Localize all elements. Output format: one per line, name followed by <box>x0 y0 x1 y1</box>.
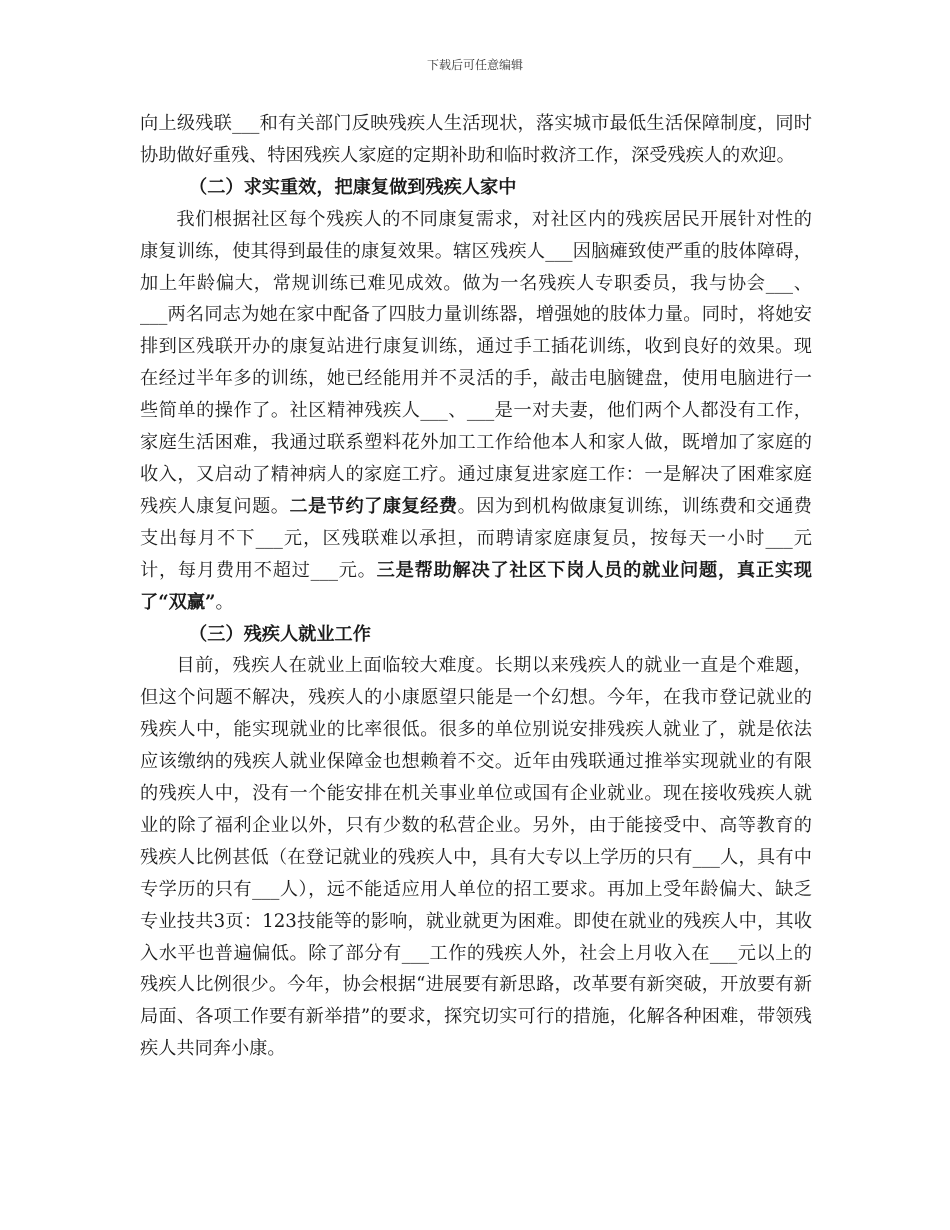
paragraph-employment: 目前，残疾人在就业上面临较大难度。长期以来残疾人的就业一直是个难题，但这个问题不解决，残疾人的小康愿望只能是一个幻想。今年，在我市登记就业的残疾人中，能实现就业的比率很低。很多的单位别说安排残疾人就业了，就是依法应该缴纳的残疾人就业保障金也想赖着不交。近年由残联通过推举实现就业的有限的残疾人中，没有一个能安排在机关事业单位或国有企业就业。现在接收残疾人就业的除了福利企业以外，只有少数的私营企业。另外，由于能接受中、高等教育的残疾人比例甚低（在登记就业的残疾人中，具有大专以上学历的只有___人，具有中专学历的只有___人），远不能适应用人单位的招工要求。再加上受年龄偏大、缺乏专业技共3页：123技能等的影响，就业就更为困难。即使在就业的残疾人中，其收入水平也普遍偏低。除了部分有___工作的残疾人外，社会上月收入在___元以上的残疾人比例很少。今年，协会根据“进展要有新思路，改革要有新突破，开放要有新局面、各项工作要有新举措”的要求，探究切实可行的措施，化解各种困难，带领残疾人共同奔小康。 <box>140 655 812 1060</box>
rehab-text-bold-1: 二是节约了康复经费 <box>289 495 458 517</box>
paragraph-intro: 向上级残联___和有关部门反映残疾人生活现状，落实城市最低生活保障制度，同时协助做好重残、特困残疾人家庭的定期补助和临时救济工作，深受残疾人的欢迎。 <box>140 113 812 166</box>
section-heading-3: （三）残疾人就业工作 <box>189 623 371 645</box>
rehab-text-e: 。 <box>215 591 234 613</box>
page-header: 下载后可任意编辑 <box>426 58 523 72</box>
rehab-text-a: 我们根据社区每个残疾人的不同康复需求，对社区内的残疾居民开展针对性的康复训练，使其得到最佳的康复效果。辖区残疾人___因脑瘫致使严重的肢体障碍，加上年龄偏大，常规训练已难见成效。做为一名残疾人专职委员，我与协会___、___两名同志为她在家中配备了四肢力量训练器，增强她的肢体力量。同时，将她安排到区残联开办的康复站进行康复训练，通过手工插花训练，收到良好的效果。现在经过半年多的训练，她已经能用并不灵活的手，敲击电脑键盘，使用电脑进行一些简单的操作了。社区精神残疾人___、___是一对夫妻，他们两个人都没有工作，家庭生活困难，我通过联系塑料花外加工工作给他本人和家人做，既增加了家庭的收入，又启动了精神病人的家庭工疗。通过康复进家庭工作：一是解决了困难家庭残疾人康复问题。 <box>140 208 812 517</box>
rehab-text-bold-2: 三是帮助解决了社区下岗人员的就业问题，真正实现了“双赢” <box>140 559 812 613</box>
paragraph-rehabilitation <box>140 204 812 619</box>
document-body <box>140 108 812 1065</box>
rehab-text-c: 。因为到机构做康复训练，训练费和交通费支出每月不下___元，区残联难以承担，而聘请家庭康复员，按每天一小时___元计，每月费用不超过___元。 <box>140 495 812 581</box>
section-heading-2: （二）求实重效，把康复做到残疾人家中 <box>189 176 517 198</box>
